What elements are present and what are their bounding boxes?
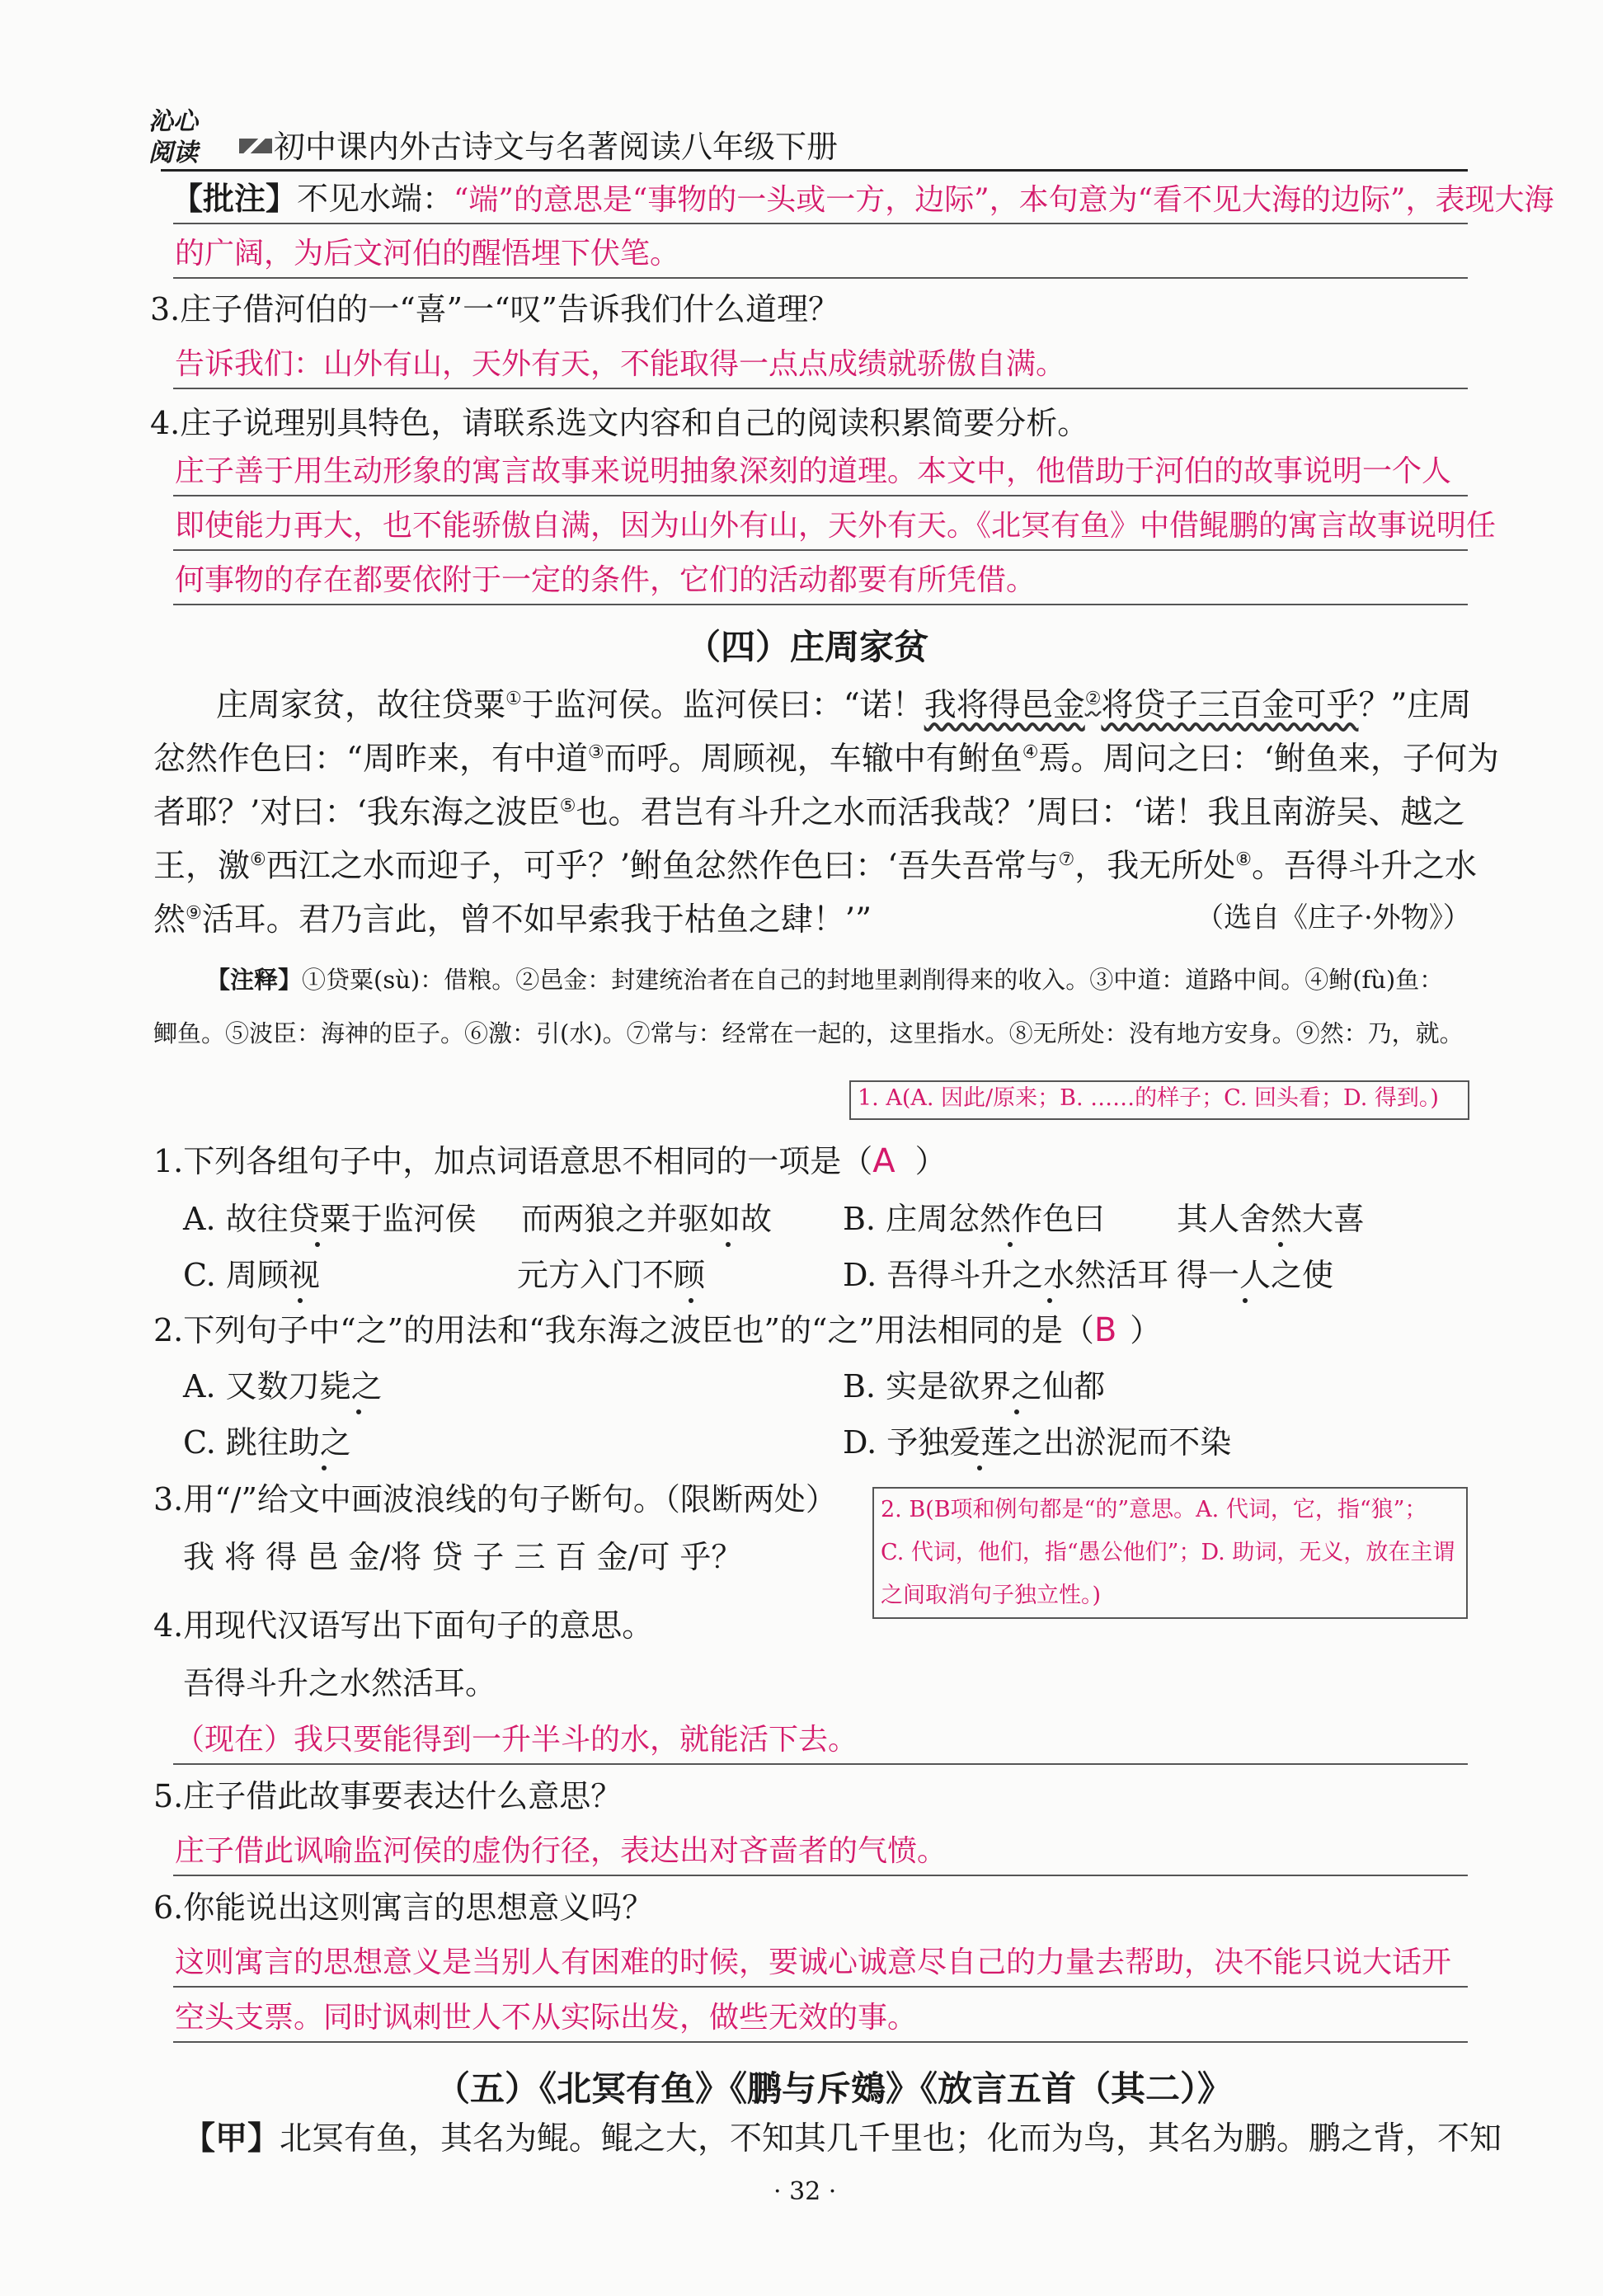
emphasis-dot [315,1242,320,1247]
footnote-ref: ⑨ [186,903,202,924]
section-5-jia [183,2120,1502,2158]
question-text: 1.下列各组句子中，加点词语意思不相同的一项是（ [153,1143,873,1179]
annotation-label: 【批注】 [172,180,298,217]
ruled-line [173,1875,1468,1876]
s4-question-1 [153,1142,947,1180]
emphasis-dot [1243,1298,1248,1303]
option-b1: B. 庄周忿然作色曰 [843,1201,1106,1237]
text: ？”庄周 [1358,687,1472,724]
notes-line-2: 鲫鱼。⑤波臣：海神的臣子。⑥激：引(水)。⑦常与：经常在一起的，这里指水。⑧无所处：没有地方安身。⑨然：乃，就。 [153,1019,1464,1047]
text: 活耳。君乃言此，曾不如早索我于枯鱼之肆！’” [201,901,872,939]
ruled-line [173,2041,1468,2043]
text: 也。君岂有斗升之水而活我哉？’周曰：‘诺！我且南游吴、越之 [576,794,1465,831]
emphasis-dot [977,1466,982,1470]
emphasis-dot [356,1409,361,1414]
text: 王，激 [153,848,251,885]
ruled-line [173,277,1468,279]
logo-line1: 沁心 [148,107,198,136]
question-text: ） [914,1143,947,1179]
book-title: 初中课内外古诗文与名著阅读八年级下册 [274,129,839,165]
q2-option-d: D. 予独爱莲之出淤泥而不染 [843,1424,1232,1461]
s4-question-6: 6.你能说出这则寓言的思想意义吗？ [153,1889,654,1926]
footnote-ref: ② [1084,689,1102,709]
question-text: 2.下列句子中“之”的用法和“我东海之波臣也”的“之”用法相同的是（ [153,1312,1094,1348]
box-line: 之间取消句子独立性。) [881,1583,1102,1608]
source-citation: （选自《庄子·外物》） [1196,901,1471,934]
s4-question-3: 3.用“/”给文中画波浪线的句子断句。（限断两处） [153,1481,837,1517]
option-c2: 元方入门不顾 [517,1257,706,1293]
text: ，我无所处 [1074,848,1236,885]
q2-option-b: B. 实是欲界之仙都 [843,1368,1106,1404]
option-d2: 得一人之使 [1177,1257,1334,1293]
emphasis-dot [1014,1409,1019,1414]
text: 者耶？’对曰：‘我东海之波臣 [153,794,560,831]
emphasis-dot [689,1298,693,1303]
jia-label: 【甲】 [183,2120,280,2157]
ruled-line [173,1763,1468,1765]
passage-line-2 [153,734,1499,779]
s4-question-4-sentence: 吾得斗升之水然活耳。 [183,1665,497,1701]
section-5-title: （五）《北冥有鱼》《鹏与斥鴳》《放言五首（其二）》 [435,2068,1233,2109]
ruled-line [173,495,1468,496]
question-4: 4.庄子说理别具特色，请联系选文内容和自己的阅读积累简要分析。 [150,405,1089,441]
q2-option-c: C. 跳往助之 [183,1424,351,1461]
ruled-line [173,388,1468,389]
q2-option-a: A. 又数刀毙之 [183,1368,383,1404]
s4-answer-5: 庄子借此讽喻监河侯的虚伪行径，表达出对吝啬者的气愤。 [175,1834,947,1868]
s4-answer-4: （现在）我只要能得到一升半斗的水，就能活下去。 [175,1723,858,1757]
notes-label: 【注释】 [206,966,303,994]
annotation-text-1: “端”的意思是“事物的一头或一方，边际”，本句意为“看不见大海的边际”，表现大海 [454,183,1554,217]
jia-text: 北冥有鱼，其名为鲲。鲲之大，不知其几千里也；化而为鸟，其名为鹏。鹏之背，不知 [280,2120,1502,2157]
question-text: ） [1130,1312,1162,1348]
option-a1: A. 故往贷粟于监河侯 [183,1201,477,1237]
ruled-line [173,549,1468,551]
ruled-line [173,1986,1468,1988]
question-3: 3.庄子借河伯的一“喜”一“叹”告诉我们什么道理？ [150,291,839,327]
notes-line-1 [206,965,1443,995]
box-line: C. 代词，他们，指“愚公他们”；D. 助词，无义，放在主谓 [881,1540,1455,1565]
footnote-ref: ③ [587,742,604,763]
passage-line-4 [153,841,1477,886]
passage-line-5 [153,895,872,939]
option-b2: 其人舍然大喜 [1177,1201,1366,1237]
handwritten-answer: A [872,1142,896,1180]
text: 然 [153,901,186,939]
s4-question-2 [153,1311,1161,1349]
annotation [172,180,1554,219]
answer-4-line-3: 何事物的存在都要依附于一定的条件，它们的活动都要有所凭借。 [175,563,1037,597]
ruled-line [173,223,1468,224]
s4-answer-6-line-2: 空头支票。同时讽刺世人不从实际出发，做些无效的事。 [175,2001,918,2035]
s4-question-5: 5.庄子借此故事要表达什么意思？ [153,1778,623,1814]
answer-3: 告诉我们：山外有山，天外有天，不能取得一点点成绩就骄傲自满。 [175,347,1066,381]
emphasis-dot [726,1242,731,1247]
option-c1: C. 周顾视 [183,1257,320,1293]
text: 庄周家贫，故往贷粟 [216,687,506,724]
passage-line-1 [216,680,1471,725]
logo-line2: 阅读 [148,139,198,167]
s4-answer-6-line-1: 这则寓言的思想意义是当别人有困难的时候，要诚心诚意尽自己的力量去帮助，决不能只说大话开 [175,1945,1452,1979]
handwritten-answer: B [1093,1311,1117,1349]
header-underline [161,169,1468,172]
s4-question-4: 4.用现代汉语写出下面句子的意思。 [153,1607,654,1644]
wavy-sentence: 将贷子三百金可乎 [1101,687,1359,724]
section-4-title: （四）庄周家贫 [686,627,929,667]
page-number: · 32 · [773,2177,837,2206]
ruled-line [173,604,1468,605]
text: 。吾得斗升之水 [1252,848,1478,885]
text: 忿然作色曰：“周昨来，有中道 [153,741,588,778]
footnote-ref: ⑤ [559,796,576,816]
footnote-ref: ① [505,689,522,709]
footnote-ref: ⑦ [1058,849,1075,870]
text: 于监河侯。监河侯曰：“诺！ [521,687,924,724]
emphasis-dot [1278,1242,1283,1247]
footnote-ref: ⑥ [250,849,266,870]
emphasis-dot [322,1466,327,1470]
annotation-text-2: 的广阔，为后文河伯的醒悟埋下伏笔。 [175,237,680,271]
text: 焉。周问之曰：‘鲋鱼来，子何为 [1038,741,1499,778]
answer-4-line-2: 即使能力再大，也不能骄傲自满，因为山外有山，天外有天。《北冥有鱼》中借鲲鹏的寓言故事说明任 [175,509,1497,543]
emphasis-dot [1047,1298,1052,1303]
footnote-ref: ⑧ [1235,849,1253,870]
notes-text-1: ①贷粟(sù)：借粮。②邑金：封建统治者在自己的封地里剥削得来的收入。③中道：道路中间。④鲋(fù)鱼： [302,966,1444,994]
text: 西江之水而迎子，可乎？’鲋鱼忿然作色曰：‘吾失吾常与 [266,848,1059,885]
option-a2: 而两狼之并驱如故 [521,1201,773,1237]
emphasis-dot [1008,1242,1013,1247]
annotation-prefix: 不见水端： [297,181,454,217]
header-rule-bar [239,139,272,153]
box-line: 2. B(B项和例句都是“的”意思。A. 代词，它，指“狼”； [881,1497,1427,1522]
answer-box-1: 1. A(A. 因此/原来；B. ……的样子；C. 回头看；D. 得到。) [849,1080,1469,1120]
s4-question-3-sentence: 我 将 得 邑 金/将 贷 子 三 百 金/可 乎？ [183,1539,743,1575]
passage-line-3 [153,788,1464,832]
option-d1: D. 吾得斗升之水然活耳 [843,1257,1169,1293]
header-logo [148,109,198,167]
footnote-ref: ④ [1022,742,1039,763]
answer-4-line-1: 庄子善于用生动形象的寓言故事来说明抽象深刻的道理。本文中，他借助于河伯的故事说明一个人 [175,454,1452,488]
wavy-sentence: 我将得邑金 [924,687,1085,724]
answer-box-2 [872,1487,1468,1619]
text: 而呼。周顾视，车辙中有鲋鱼 [604,741,1022,778]
emphasis-dot [298,1298,303,1303]
